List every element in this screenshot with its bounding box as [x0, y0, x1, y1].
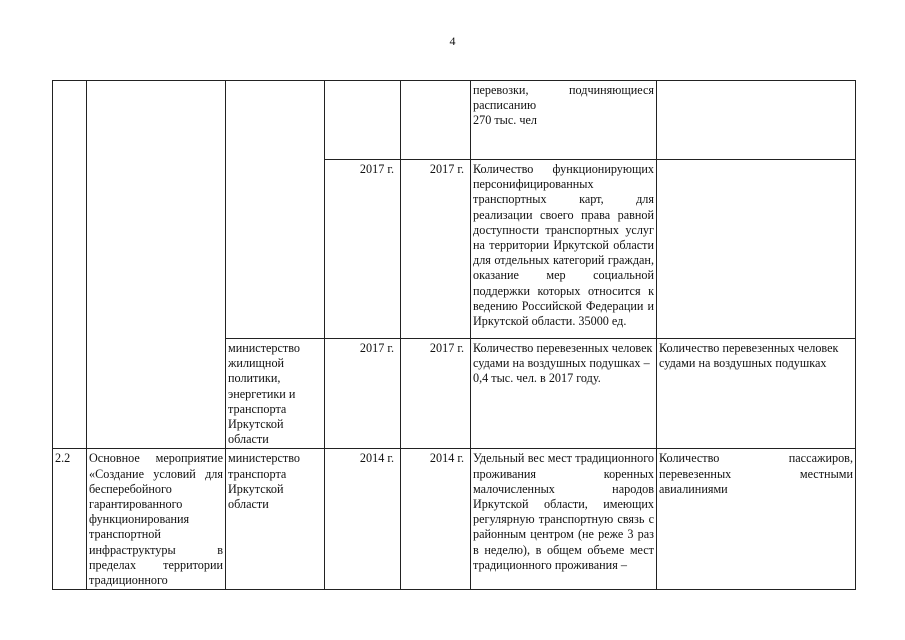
- page-number: 4: [449, 34, 456, 48]
- cell-activity-name: [87, 81, 226, 449]
- cell-end-year: 2017 г.: [401, 160, 471, 339]
- cell-activity-name: Основное мероприятие «Создание условий для бесперебойного гарантированного функционирования транспортной инфраструктуры в пределах территории традиционного: [87, 449, 226, 590]
- cell-executor: министерство транспорта Иркутской области: [226, 449, 325, 590]
- cell-expected-result: Количество перевезенных человек судами на воздушных подушках – 0,4 тыс. чел. в 2017 году.: [471, 339, 657, 449]
- cell-start-year: 2014 г.: [325, 449, 401, 590]
- cell-end-year: 2014 г.: [401, 449, 471, 590]
- cell-expected-result: Количество функционирующих персонифицированных транспортных карт, для реализации своего права равной доступности транспортных услуг на территории Иркутской области для отдельных категорий граждан, оказание мер социальной поддержки которых относится к ведению Российской Федерации и Иркутской области. 35000 ед.: [471, 160, 657, 339]
- cell-number: [53, 81, 87, 449]
- table-row: [53, 81, 856, 160]
- cell-executor: [226, 81, 325, 339]
- cell-expected-result: Удельный вес мест традиционного проживания коренных малочисленных народов Иркутской области, имеющих регулярную транспортную связь с районным центром (не реже 3 раз в неделю), в общем объеме мест традиционного проживания –: [471, 449, 657, 590]
- table-row: [53, 449, 856, 590]
- program-table: [52, 80, 856, 590]
- cell-start-year: [325, 81, 401, 160]
- cell-end-year: [401, 81, 471, 160]
- cell-indicator: Количество перевезенных человек судами на воздушных подушках: [657, 339, 856, 449]
- cell-indicator: [657, 160, 856, 339]
- cell-start-year: 2017 г.: [325, 160, 401, 339]
- cell-end-year: 2017 г.: [401, 339, 471, 449]
- cell-indicator: Количество пассажиров, перевезенных местными авиалиниями: [657, 449, 856, 590]
- cell-executor: министерство жилищной политики, энергетики и транспорта Иркутской области: [226, 339, 325, 449]
- cell-start-year: 2017 г.: [325, 339, 401, 449]
- cell-indicator: [657, 81, 856, 160]
- cell-expected-result: перевозки, подчиняющиеся расписанию 270 тыс. чел: [471, 81, 657, 160]
- cell-number: 2.2: [53, 449, 87, 590]
